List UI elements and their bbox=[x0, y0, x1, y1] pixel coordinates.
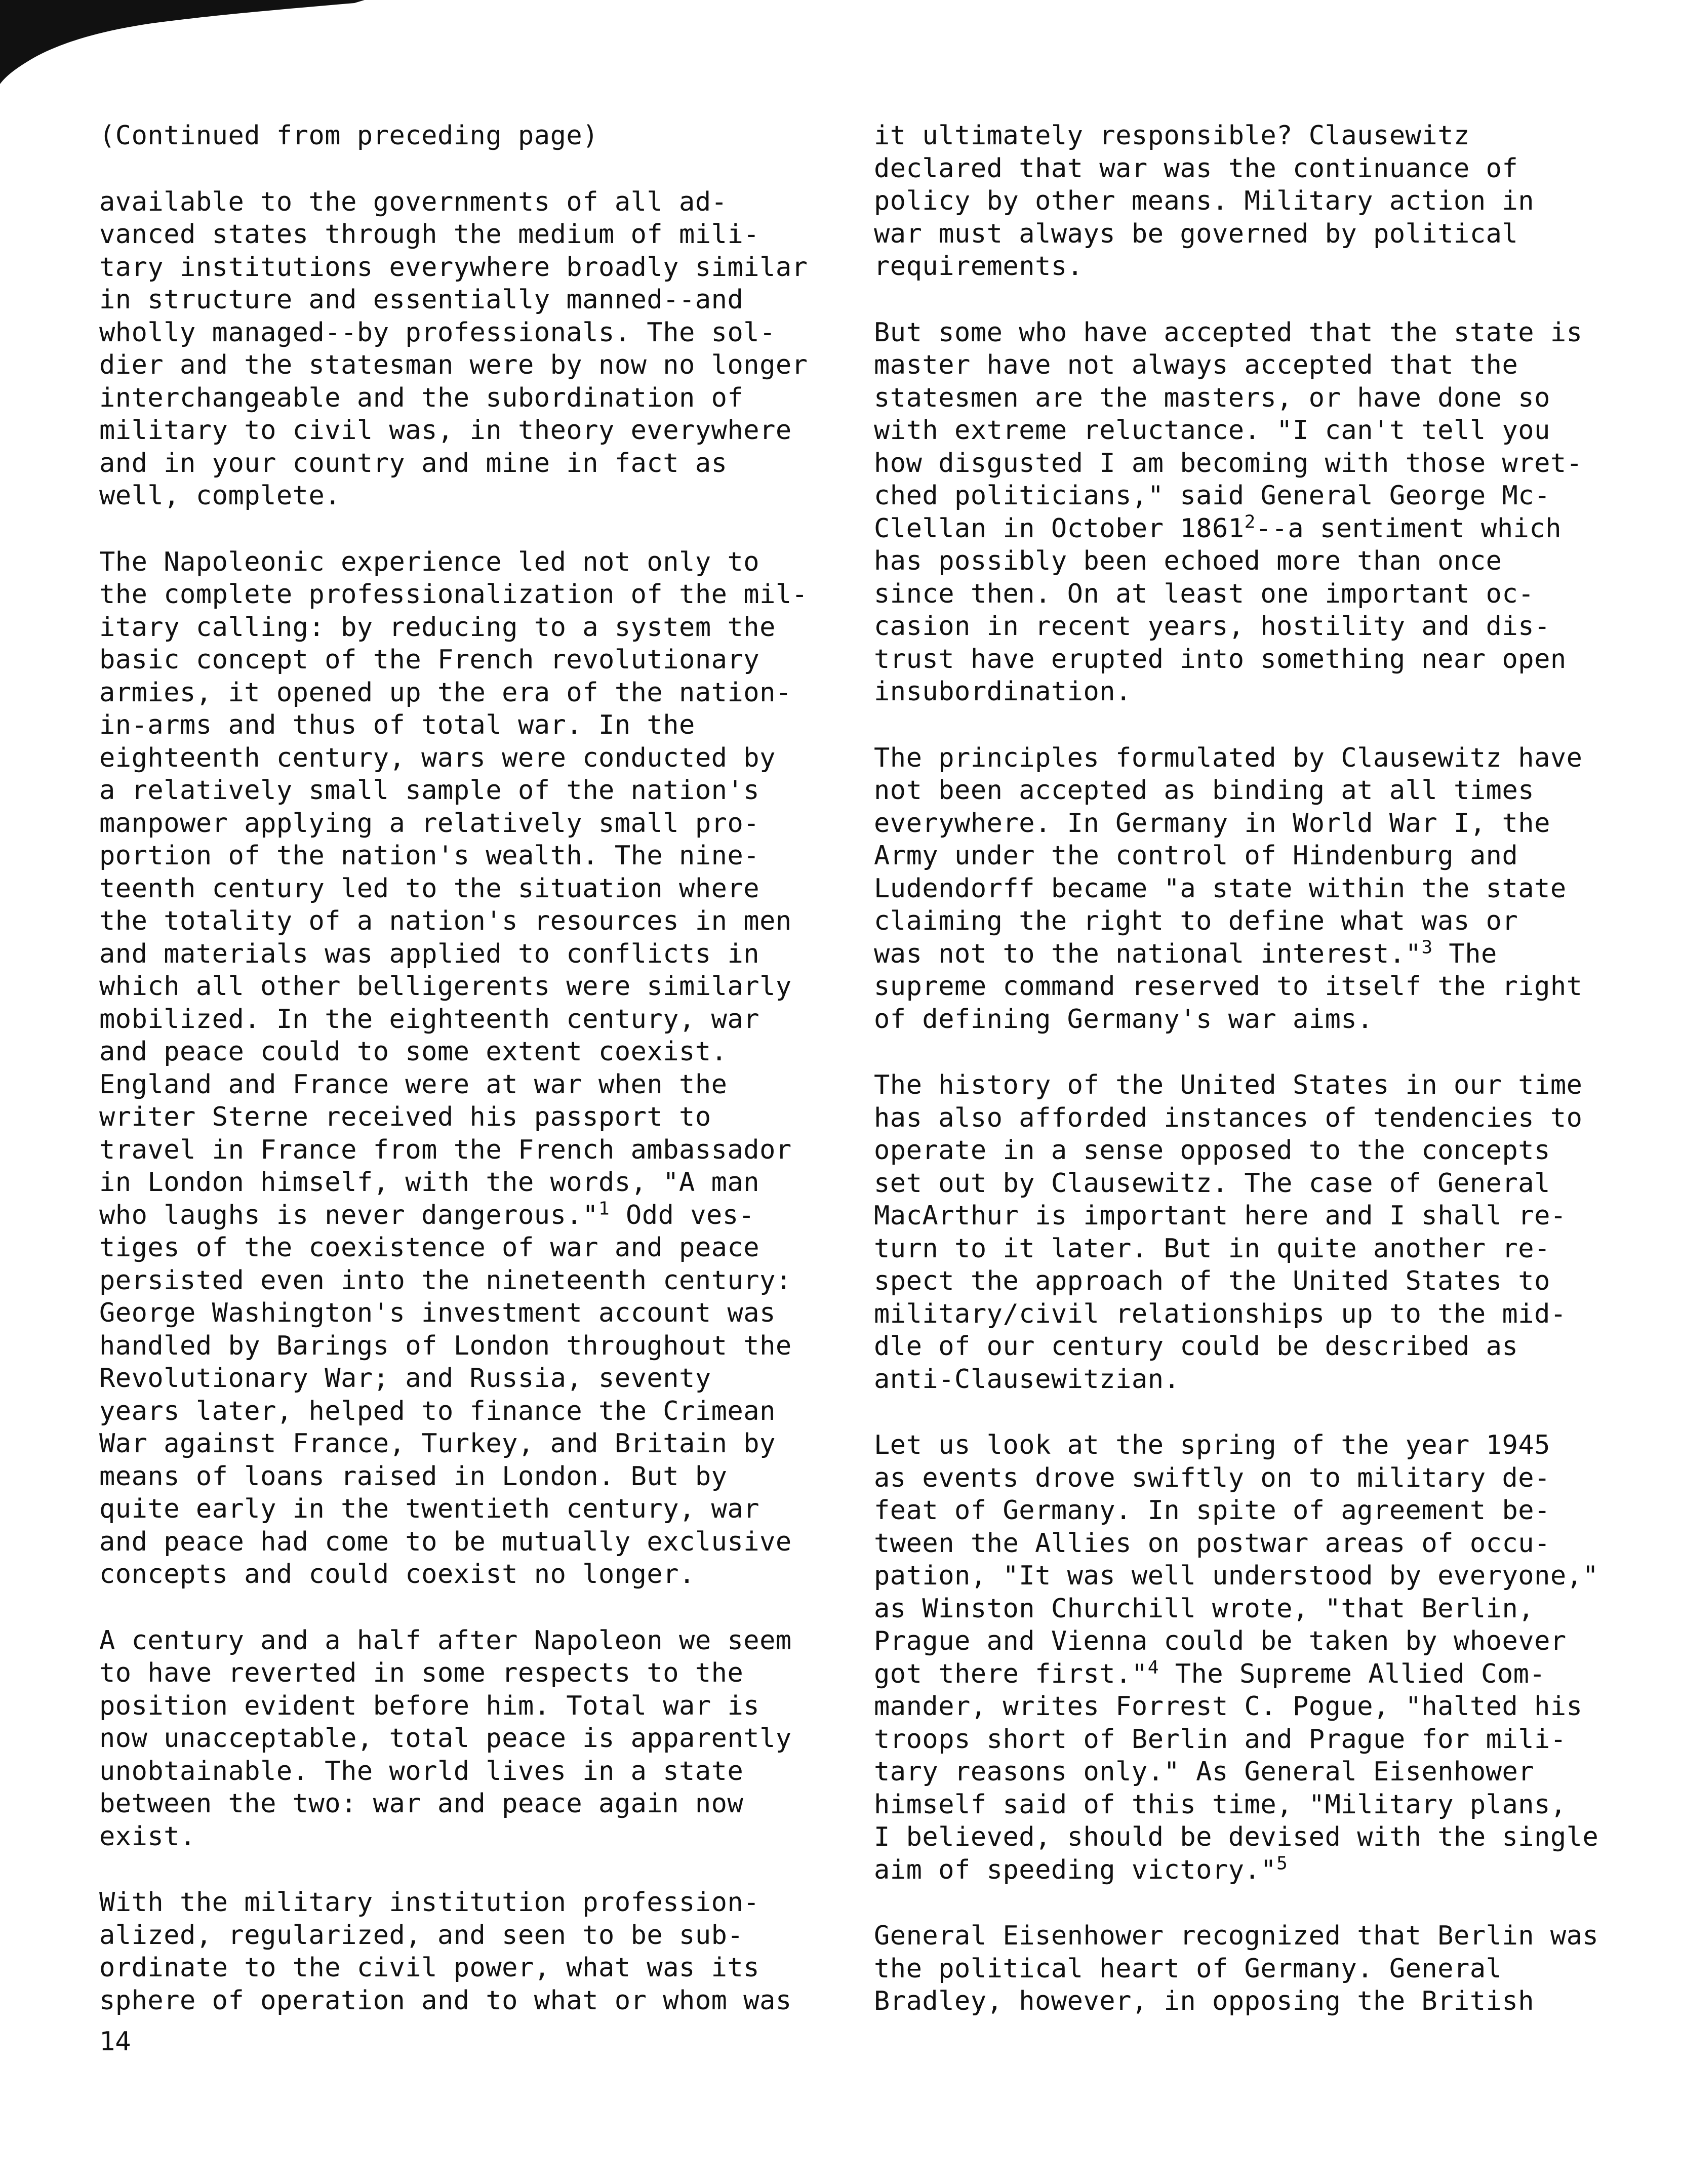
paragraph-text: The supreme command reserved to itself the right of defining Germany's war aims. bbox=[874, 938, 1583, 1035]
paragraph bbox=[874, 316, 1618, 708]
paragraph-text: --a sentiment which has possibly been echoed more than once since then. On at least one important oc- casion in recent years, hostility and dis- trust have erupted into something near open insubordination. bbox=[874, 513, 1567, 707]
page-number: 14 bbox=[99, 2027, 131, 2057]
paragraph-text: Let us look at the spring of the year 1945 as events drove swiftly on to military de- feat of Germany. In spite of agreement be- tween the Allies on postwar areas of occu- pation, "It was well understood by everyone," as Winston Churchill wrote, "that Berlin, Prague and Vienna could be taken by whoever got there first." bbox=[874, 1430, 1599, 1689]
footnote-marker: 2 bbox=[1244, 511, 1256, 533]
footnote-marker: 3 bbox=[1421, 937, 1433, 958]
paragraph-text: The principles formulated by Clausewitz have not been accepted as binding at all times everywhere. In Germany in World War I, the Army under the control of Hindenburg and Ludendorff became "a state within the state claiming the right to define what was or was not to the national interest." bbox=[874, 742, 1583, 969]
footnote-marker: 4 bbox=[1147, 1657, 1159, 1678]
paragraph-text: The Supreme Allied Com- mander, writes Forrest C. Pogue, "halted his troops short of Berlin and Prague for mili- tary reasons only." As General Eisenhower himself said of this time, "Military plans, I believed, should be devised with the single aim of speeding victory." bbox=[874, 1658, 1599, 1885]
right-column bbox=[874, 120, 1618, 2051]
paragraph: General Eisenhower recognized that Berlin was the political heart of Germany. General Bradley, however, in opposing the British bbox=[874, 1921, 1599, 2016]
paragraph-text: But some who have accepted that the state is master have not always accepted that the statesmen are the masters, or have done so with extreme reluctance. "I can't tell you how disgusted I am becoming with those wret- ched politicians," said General George Mc- Clellan in October 1861 bbox=[874, 317, 1583, 544]
paragraph bbox=[99, 546, 828, 1591]
paragraph: available to the governments of all ad- vanced states through the medium of mili- tary institutions everywhere broadly similar in structure and essentially manned--and wholly managed--by professionals. The sol- dier and the statesman were by now no longer interchangeable and the subordination of military to civil was, in theory everywhere and in your country and mine in fact as well, complete. bbox=[99, 186, 808, 511]
left-column bbox=[99, 120, 828, 2050]
continued-note: (Continued from preceding page) bbox=[99, 121, 599, 151]
paragraph: With the military institution profession- alized, regularized, and seen to be sub- ordinate to the civil power, what was its sphere of operation and to what or whom was bbox=[99, 1887, 792, 2016]
footnote-marker: 5 bbox=[1276, 1853, 1288, 1874]
scan-edge-mark bbox=[0, 0, 365, 86]
footnote-marker: 1 bbox=[598, 1198, 610, 1219]
paragraph: it ultimately responsible? Clausewitz declared that war was the continuance of policy by other means. Military action in war must always be governed by political requirements. bbox=[874, 121, 1535, 282]
paragraph: A century and a half after Napoleon we seem to have reverted in some respects to the position evident before him. Total war is now unacceptable, total peace is apparently unobtainable. The world lives in a state between the two: war and peace again now exist. bbox=[99, 1625, 792, 1852]
paragraph-text: The Napoleonic experience led not only to the complete professionalization of the mil- itary calling: by reducing to a system the basic concept of the French revolutionary armies, it opened up the era of the nation- in-arms and thus of total war. In the eighteenth century, wars were conducted by a relatively small sample of the nation's manpower applying a relatively small pro- portion of the nation's wealth. The nine- teenth century led to the situation where the totality of a nation's resources in men and materials was applied to conflicts in which all other belligerents were similarly mobilized. In the eighteenth century, war and peace could to some extent coexist. England and France were at war when the writer Sterne received his passport to travel in France from the French ambassador in London himself, with the words, "A man who laughs is never dangerous." bbox=[99, 546, 808, 1230]
paragraph bbox=[874, 1429, 1618, 1886]
paragraph bbox=[874, 742, 1618, 1036]
paragraph-text: Odd ves- tiges of the coexistence of war and peace persisted even into the nineteenth century: George Washington's investment account was handled by Barings of London throughout the Revolutionary War; and Russia, seventy years later, helped to finance the Crimean War against France, Turkey, and Britain by means of loans raised in London. But by quite early in the twentieth century, war and peace had come to be mutually exclusive concepts and could coexist no longer. bbox=[99, 1200, 792, 1590]
paragraph: The history of the United States in our time has also afforded instances of tendencies to operate in a sense opposed to the concepts set out by Clausewitz. The case of General MacArthur is important here and I shall re- turn to it later. But in quite another re- spect the approach of the United States to military/civil relationships up to the mid- dle of our century could be described as anti-Clausewitzian. bbox=[874, 1070, 1583, 1395]
